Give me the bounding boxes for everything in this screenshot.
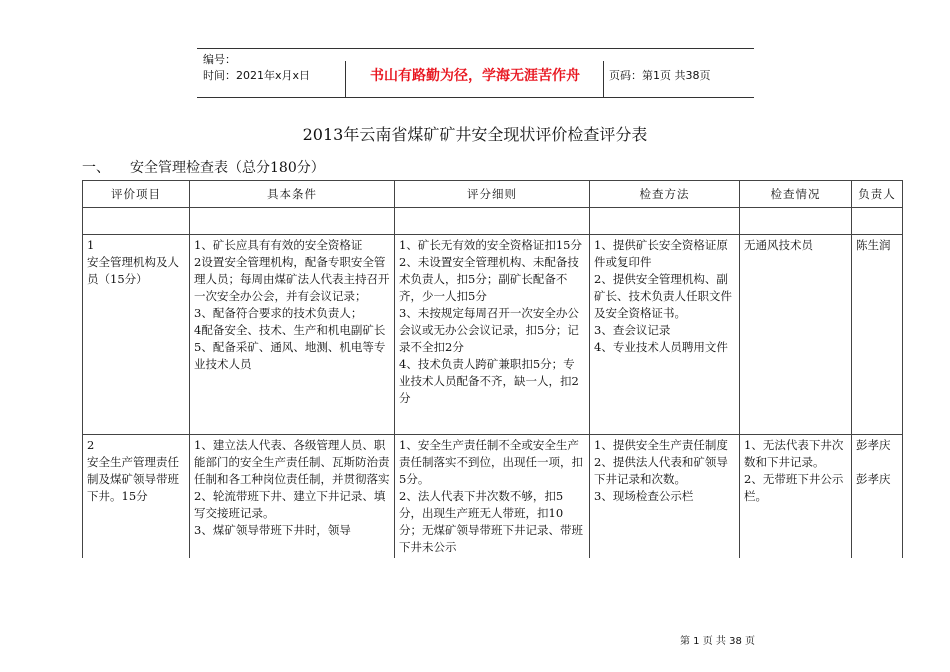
table-row xyxy=(83,208,903,235)
number-label: 编号： xyxy=(203,53,236,66)
page-header xyxy=(197,48,754,98)
scoring-cell: 1、矿长无有效的安全资格证扣15分 2、未设置安全管理机构、未配备技术负责人，扣5分；副矿长配备不齐，少一人扣5分 3、未按规定每周召开一次安全办公会议或无办公会议记录，扣5分；记录不全扣2分 4、技术负责人跨矿兼职扣5分；专业技术人员配备不齐，缺一人，扣2分 xyxy=(395,235,590,435)
page-footer: 第 1 页 共 38 页 xyxy=(680,636,755,647)
header-motto: 书山有路勤为径，学海无涯苦作舟 xyxy=(370,68,580,84)
scoring-cell: 1、安全生产责任制不全或安全生产责任制落实不到位，出现任一项，扣5分。 2、法人代表下井次数不够，扣5分，出现生产班无人带班，扣10分；无煤矿领导带班下井记录、带班下井未公示 xyxy=(395,435,590,559)
section-title: 安全管理检查表（总分180分） xyxy=(130,160,325,176)
header-divider xyxy=(603,61,604,97)
document-title: 2013年云南省煤矿矿井安全现状评价检查评分表 xyxy=(302,125,648,144)
header-page-info: 页码：第1页 共38页 xyxy=(609,69,711,82)
conditions-cell: 1、建立法人代表、各级管理人员、职能部门的安全生产责任制、瓦斯防治责任制和各工种岗位责任制，并贯彻落实 2、轮流带班下井、建立下井记录、填写交接班记录。 3、煤矿领导带班下井时，领导 xyxy=(190,435,395,559)
column-header: 评分细则 xyxy=(395,181,590,208)
column-header: 检查情况 xyxy=(740,181,852,208)
table-row xyxy=(83,235,903,435)
evaluation-table xyxy=(82,180,903,558)
method-cell: 1、提供安全生产责任制度 2、提供法人代表和矿领导下井记录和次数。 3、现场检查公示栏 xyxy=(590,435,740,559)
time-label: 时间：2021年x月x日 xyxy=(203,69,311,82)
column-header: 评价项目 xyxy=(83,181,190,208)
column-header: 具本条件 xyxy=(190,181,395,208)
person-cell: 彭孝庆 彭孝庆 xyxy=(852,435,903,559)
situation-cell: 无通风技术员 xyxy=(740,235,852,435)
section-number: 一、 xyxy=(82,160,110,176)
conditions-cell: 1、矿长应具有有效的安全资格证 2设置安全管理机构，配备专职安全管理人员；每周由煤矿法人代表主持召开一次安全办公会，并有会议记录； 3、配备符合要求的技术负责人； 4配备安全、技术、生产和机电副矿长 5、配备采矿、通风、地测、机电等专业技术人员 xyxy=(190,235,395,435)
header-divider xyxy=(345,61,346,97)
column-header: 检查方法 xyxy=(590,181,740,208)
header-meta xyxy=(203,52,310,84)
person-cell: 陈生润 xyxy=(852,235,903,435)
situation-cell: 1、无法代表下井次数和下井记录。 2、无带班下井公示栏。 xyxy=(740,435,852,559)
method-cell: 1、提供矿长安全资格证原件或复印件 2、提供安全管理机构、副矿长、技术负责人任职文件及安全资格证书。 3、查会议记录 4、专业技术人员聘用文件 xyxy=(590,235,740,435)
section-heading xyxy=(82,157,325,177)
item-cell: 2 安全生产管理责任制及煤矿领导带班下井。15分 xyxy=(83,435,190,559)
item-cell: 1 安全管理机构及人员（15分） xyxy=(83,235,190,435)
table-row xyxy=(83,435,903,559)
column-header: 负责人 xyxy=(852,181,903,208)
table-header-row xyxy=(83,181,903,208)
